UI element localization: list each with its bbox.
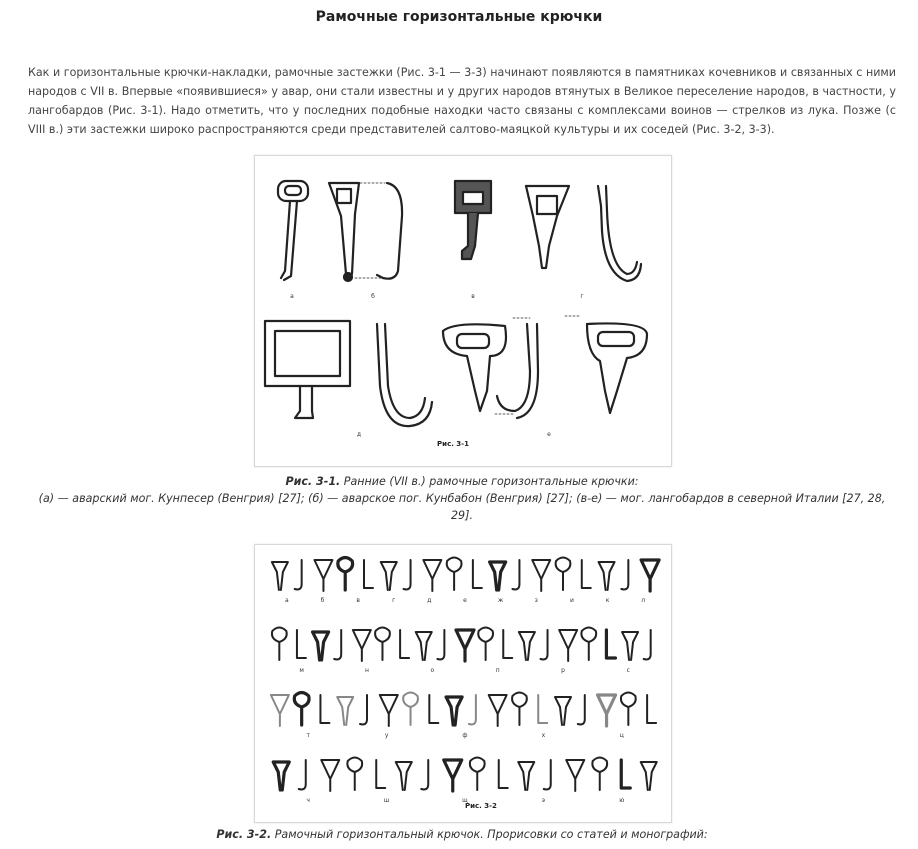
hook-sketch: [295, 560, 302, 589]
figure-3-2-image: [254, 544, 672, 823]
hook-sketch: [621, 760, 630, 788]
hook-sketch: [599, 562, 615, 590]
hook-b-drawing: [329, 183, 402, 281]
hook-sketch: [582, 560, 591, 588]
page-title: Рамочные горизонтальные крючки: [315, 9, 603, 25]
hook-sketch: [313, 632, 329, 660]
hook-sketch: [641, 560, 659, 591]
fig2-item-label: з: [534, 597, 538, 604]
hook-sketch: [272, 628, 287, 661]
hook-sketch: [297, 630, 306, 658]
hook-sketch: [347, 758, 362, 791]
hook-sketch: [353, 630, 371, 661]
hook-sketch: [644, 630, 651, 659]
figure-3-2-drawing: [255, 545, 671, 822]
hook-sketch: [334, 630, 341, 659]
hook-d-drawing: [265, 321, 432, 426]
hook-sketch: [360, 695, 367, 724]
fig2-item-label: д: [427, 597, 432, 604]
hook-sketch: [581, 628, 596, 661]
hook-sketch: [606, 630, 615, 658]
hook-sketch: [598, 695, 616, 726]
fig2-item-label: л: [641, 597, 646, 604]
hook-sketch: [272, 562, 288, 590]
hook-v-drawing: [455, 181, 491, 259]
hook-sketch: [512, 560, 519, 589]
figure-3-1-image: [254, 155, 672, 467]
fig2-item-label: и: [569, 597, 574, 604]
fig2-item-label: ф: [462, 732, 468, 739]
hook-sketch: [273, 762, 289, 790]
hook-sketch: [470, 758, 485, 791]
hook-sketch: [423, 560, 441, 591]
figure-3-1-caption-line1: Ранние (VII в.) рамочные горизонтальные крючки:: [340, 475, 639, 488]
hook-sketch: [469, 695, 476, 724]
hook-sketch: [622, 632, 638, 660]
hook-sketch: [380, 695, 398, 726]
hook-e-drawing: [443, 316, 647, 418]
hook-sketch: [299, 760, 306, 789]
fig2-item-label: а: [284, 597, 289, 604]
hook-sketch: [437, 630, 444, 659]
fig2-item-label: ю: [619, 797, 625, 804]
fig2-item-label: у: [384, 732, 389, 739]
figure-3-2-caption-label: Рис. 3-2.: [216, 828, 272, 841]
fig2-item-label: в: [356, 597, 360, 604]
hook-sketch: [456, 630, 474, 661]
hook-sketch: [421, 760, 428, 789]
hook-sketch: [473, 560, 482, 588]
fig1-inner-label: Рис. 3-1: [437, 440, 469, 448]
fig2-item-label: ш: [383, 797, 390, 804]
fig2-item-label: е: [463, 597, 467, 604]
hook-sketch: [447, 558, 462, 591]
hook-sketch: [489, 695, 507, 726]
hook-sketch: [532, 560, 550, 591]
hook-a-drawing: [278, 181, 308, 280]
hook-sketch: [503, 630, 512, 658]
hook-sketch: [592, 758, 607, 791]
fig2-item-label: х: [541, 732, 546, 739]
hook-sketch: [544, 760, 551, 789]
hook-sketch: [396, 762, 412, 790]
hook-sketch: [621, 693, 636, 726]
fig2-inner-label: Рис. 3-2: [465, 802, 497, 810]
hook-sketch: [381, 562, 397, 590]
fig2-item-label: н: [365, 667, 369, 674]
fig2-item-label: к: [605, 597, 610, 604]
hook-sketch: [490, 562, 506, 590]
hook-sketch: [337, 697, 353, 725]
figure-3-1-drawing: [255, 156, 671, 466]
hook-sketch: [338, 558, 353, 591]
hook-sketch: [321, 760, 339, 791]
fig2-item-label: р: [561, 667, 565, 674]
figure-3-2-caption-text: Рамочный горизонтальный крючок. Прорисовки со статей и монографий:: [271, 828, 708, 841]
fig1-label-a: а: [290, 293, 294, 300]
fig2-item-label: т: [306, 732, 310, 739]
hook-sketch: [555, 697, 571, 725]
fig2-item-label: б: [320, 597, 325, 604]
fig2-item-label: щ: [462, 797, 468, 804]
hook-sketch: [404, 560, 411, 589]
fig2-item-label: м: [299, 667, 304, 674]
fig1-label-d: д: [356, 431, 362, 438]
hook-sketch: [621, 560, 628, 589]
hook-sketch: [499, 760, 508, 788]
hook-sketch: [512, 693, 527, 726]
hook-sketch: [566, 760, 584, 791]
fig1-label-g: г: [580, 293, 584, 300]
hook-sketch: [444, 760, 462, 791]
figure-3-1-caption-label: Рис. 3-1.: [285, 475, 341, 488]
fig2-item-label: ж: [497, 597, 504, 604]
hook-sketch: [429, 695, 438, 723]
hook-sketch: [556, 558, 571, 591]
hook-sketch: [320, 695, 329, 723]
hook-sketch: [518, 762, 534, 790]
hook-sketch: [364, 560, 373, 588]
fig2-item-label: о: [430, 667, 435, 674]
hook-sketch: [641, 762, 657, 790]
hook-sketch: [403, 693, 418, 726]
fig1-label-v: в: [471, 293, 475, 300]
figure-3-1-caption-line2: (а) — аварский мог. Кунпесер (Венгрия) [27]; (б) — аварское пог. Кунбабон (Венгрия) [27]; (в-е) — мог. лангобардов в северной Италии [27, 28, 29].: [38, 492, 886, 522]
figure-3-2-caption: [28, 826, 896, 843]
hook-sketch: [541, 630, 548, 659]
fig2-item-label: ц: [619, 732, 624, 739]
hook-sketch: [647, 695, 656, 723]
fig1-label-b: б: [371, 293, 375, 300]
hook-sketch: [446, 697, 462, 725]
hook-sketch: [538, 695, 547, 723]
hook-sketch: [294, 693, 309, 726]
hook-sketch: [478, 628, 493, 661]
fig2-item-label: п: [495, 667, 500, 674]
fig1-label-e: е: [547, 431, 551, 438]
hook-sketch: [416, 632, 432, 660]
hook-sketch: [400, 630, 409, 658]
hook-sketch: [578, 695, 585, 724]
intro-paragraph: Как и горизонтальные крючки-накладки, рамочные застежки (Рис. 3-1 — 3-3) начинают появляются в памятниках кочевников и связанных с ними народов с VII в. Впервые «появившиеся» у авар, они стали известны и у других народов втянутых в Великое переселение народов, в частности, у лангобардов (Рис. 3-1). Надо отметить, что у последних подобные находки часто связаны с комплексами воинов — стрелков из лука. Позже (с VIII в.) эти застежки широко распространяются среди представителей салтово-маяцкой культуры и их соседей (Рис. 3-2, 3-3).: [28, 66, 896, 136]
fig2-item-label: г: [392, 597, 396, 604]
hook-sketch: [314, 560, 332, 591]
hook-sketch: [519, 632, 535, 660]
hook-sketch: [271, 695, 289, 726]
hook-sketch: [376, 760, 385, 788]
hook-sketch: [375, 628, 390, 661]
fig2-item-label: ч: [306, 797, 310, 804]
hook-sketch: [559, 630, 577, 661]
fig2-item-label: э: [541, 797, 546, 804]
hook-g-drawing: [526, 186, 641, 281]
fig2-item-label: с: [626, 667, 630, 674]
figure-3-1-caption: [28, 473, 896, 524]
